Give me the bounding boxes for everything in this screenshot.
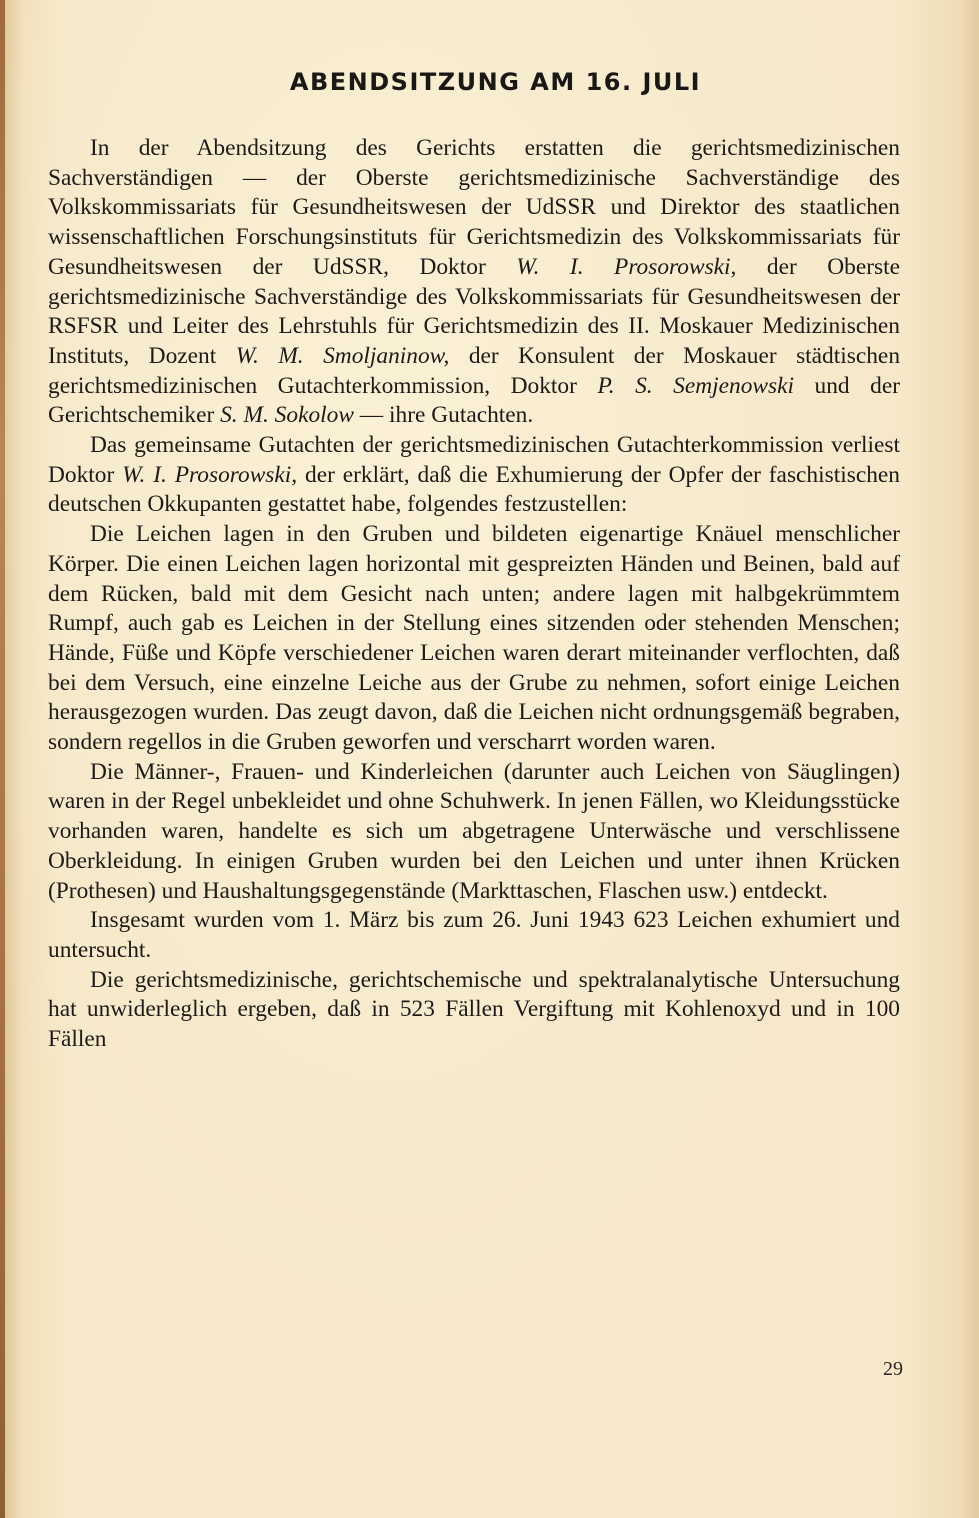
text-run: der Oberste gerichtsmedizinische Sachverständige des Volkskommissariats für Gesundheitswesen der RSFSR und Leiter des Lehrstuhls für Gerichtsmedizin des II. Moskauer Medizinischen Instituts, Dozent — [48, 253, 900, 369]
text-run: Die Männer-, Frauen- und Kinderleichen (darunter auch Leichen von Säuglingen) waren in der Regel unbekleidet und ohne Schuhwerk. In jenen Fällen, wo Kleidungsstücke vorhanden waren, handelte es sich um abgetragene Unterwäsche und verschlissene Oberkleidung. In einigen Gruben wurden bei den Leichen und unter ihnen Krücken (Prothesen) und Haushaltungsgegenstände (Markttaschen, Flaschen usw.) entdeckt. — [48, 758, 900, 904]
text-run: der erklärt, daß die Exhumierung der Opfer der faschistischen deutschen Okkupanten gestattet habe, folgendes festzustellen: — [48, 461, 900, 518]
text-run: der Konsulent der Moskauer städtischen gerichtsmedizinischen Gutachterkommission, Doktor — [48, 342, 901, 399]
text-run: Das gemeinsame Gutachten der gerichtsmedizinischen Gutachterkommission verliest Doktor — [48, 432, 900, 488]
text-run: und der Gerichtschemiker — [48, 372, 900, 429]
page-spine-edge — [0, 0, 5, 1518]
paragraph — [48, 966, 900, 1055]
text-run: Die Leichen lagen in den Gruben und bildeten eigenartige Knäuel menschlicher Körper. Die einen Leichen lagen horizontal mit gespreizten Händen und Beinen, bald auf dem Rücken, bald mit dem Gesicht nach unten; andere lagen mit halbgekrümmtem Rumpf, auch gab es Leichen in der Stellung eines sitzenden oder stehenden Menschen; Hände, Füße und Köpfe verschiedener Leichen waren derart miteinander verflochten, daß bei dem Versuch, eine einzelne Leiche aus der Grube zu nehmen, sofort einige Leichen herausgezogen wurden. Das zeugt davon, daß die Leichen nicht ordnungsgemäß begraben, sondern regellos in die Gruben geworfen und verscharrt worden waren. — [48, 521, 900, 756]
body-text — [48, 134, 900, 1055]
person-name: P. S. Semjenowski — [597, 372, 794, 399]
person-name: W. I. Prosorowski, — [516, 253, 737, 280]
paragraph — [48, 906, 900, 965]
text-run: — ihre Gutachten. — [353, 402, 534, 429]
person-name: W. I. Prosorowski, — [122, 461, 298, 488]
page-heading: ABENDSITZUNG AM 16. JULI — [289, 68, 702, 96]
paragraph — [48, 758, 900, 907]
paragraph — [48, 431, 900, 520]
person-name: W. M. Smoljaninow, — [235, 342, 450, 369]
paragraph — [48, 520, 900, 758]
text-run: Die gerichtsmedizinische, gerichtschemische und spektralanalytische Untersuchung hat unwiderleglich ergeben, daß in 523 Fällen Vergiftung mit Kohlenoxyd und in 100 Fällen — [48, 966, 900, 1053]
person-name: S. M. Sokolow — [220, 402, 354, 429]
text-run: Insgesamt wurden vom 1. März bis zum 26. Juni 1943 623 Leichen exhumiert und untersucht. — [48, 907, 900, 963]
page-number: 29 — [883, 1358, 903, 1380]
text-run: In der Abendsitzung des Gerichts erstatten die gerichtsmedizinischen Sachverständigen — der Oberste gerichtsmedizinische Sachverständige des Volkskommissariats für Gesundheitswesen der UdSSR und Direktor des staatlichen wissenschaftlichen Forschungsinstituts für Gerichtsmedizin des Volkskommissariats für Gesundheitswesen der UdSSR, Doktor — [48, 135, 900, 280]
paragraph — [48, 134, 900, 431]
